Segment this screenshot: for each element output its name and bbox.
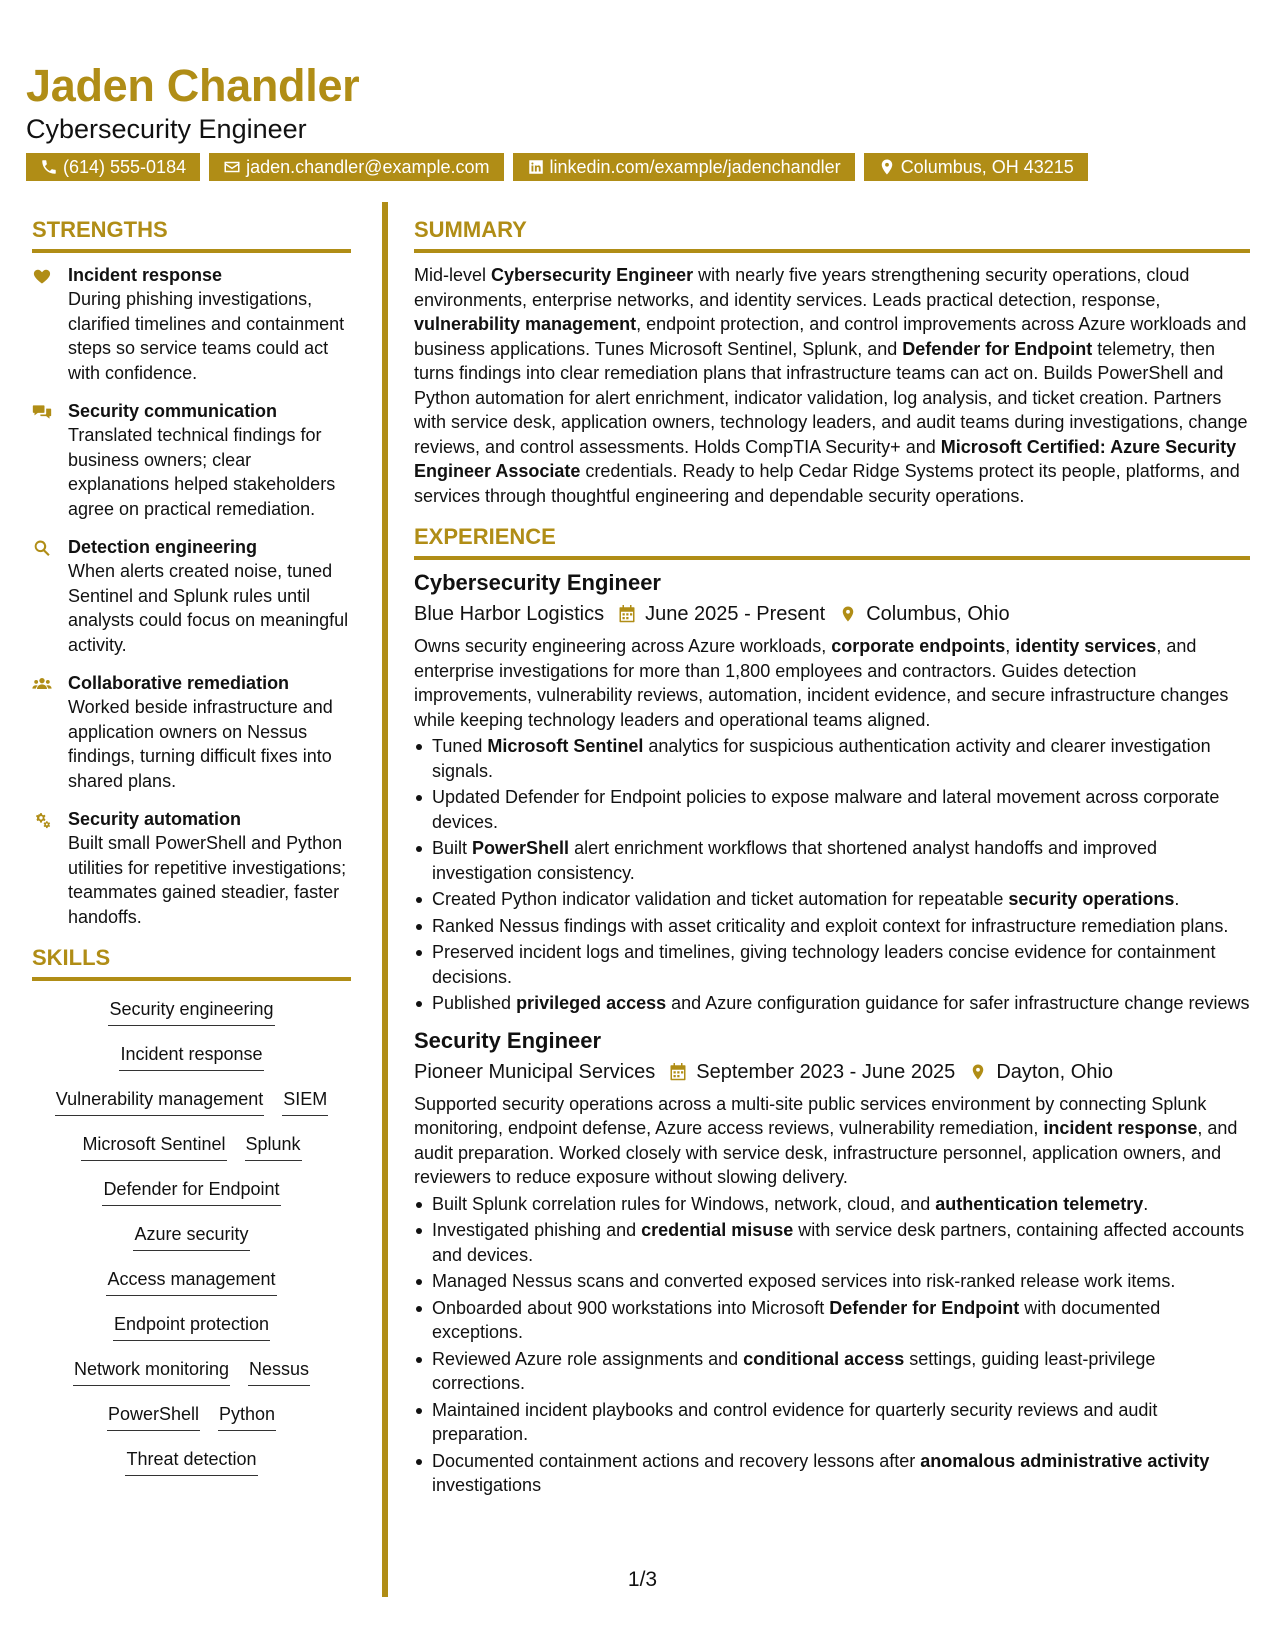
strength-title: Security automation xyxy=(68,809,242,829)
job-title: Security Engineer xyxy=(414,1027,602,1053)
gears-icon xyxy=(32,810,52,830)
page-number: 1/3 xyxy=(627,1568,658,1591)
skills-list xyxy=(32,997,351,1492)
strength-desc: During phishing investigations, clarified timelines and containment steps so service teams could act with confidence. xyxy=(68,289,345,383)
bold-text: authentication telemetry xyxy=(935,1193,1144,1214)
job-dates: September 2023 - June 2025 xyxy=(696,1060,956,1083)
chat-bubbles-icon xyxy=(32,402,52,422)
skill-tag: Access management xyxy=(106,1267,276,1296)
strengths-list xyxy=(32,263,351,929)
job-meta xyxy=(414,1058,1250,1086)
strength-title: Detection engineering xyxy=(68,537,258,557)
strengths-heading: STRENGTHS xyxy=(32,215,351,253)
skill-tag: Security engineering xyxy=(108,997,274,1026)
bullet-item xyxy=(414,734,1250,783)
text-run: credentials. Ready to help Cedar Ridge Systems protect its people, platforms, and services through thoughtful engineering and dependable security operations. xyxy=(414,461,1240,506)
strength-item xyxy=(32,399,351,521)
contact-linkedin[interactable] xyxy=(513,153,855,181)
calendar-icon xyxy=(669,1062,687,1082)
linkedin-icon xyxy=(527,158,545,176)
phone-icon xyxy=(40,158,58,176)
text-run: Built xyxy=(432,838,473,858)
skill-row xyxy=(73,1357,310,1402)
bullet-item xyxy=(414,1347,1250,1396)
strength-desc: Built small PowerShell and Python utilities for repetitive investigations; teammates gained steadier, faster handoffs. xyxy=(68,833,347,927)
job-entry xyxy=(414,1026,1250,1498)
magnifier-icon xyxy=(32,538,52,558)
job-location: Columbus, Ohio xyxy=(866,603,1010,625)
bullet-item xyxy=(414,887,1250,912)
text-run: telemetry, then turns findings into clear remediation plans that infrastructure teams can act on. Builds PowerShell and Python automation for alert enrichment, indicator validation, log analysis, and ticket creation. Partners with service desk, application owners, technology leaders, and audit teams during investigations, change reviews, and control assessments. Holds CompTIA Security+ and xyxy=(414,338,1248,457)
text-run: Built Splunk correlation rules for Windows, network, cloud, and xyxy=(432,1193,936,1214)
bold-text: vulnerability management xyxy=(414,314,637,334)
bold-text: Microsoft Certified: Azure Security Engineer Associate xyxy=(414,436,1237,481)
text-run: Maintained incident playbooks and control evidence for quarterly security reviews and audit preparation. xyxy=(432,1399,1158,1444)
text-run: Created Python indicator validation and ticket automation for repeatable xyxy=(432,889,1009,909)
left-column xyxy=(32,215,351,1492)
bold-text: Microsoft Sentinel xyxy=(487,736,644,756)
strength-item xyxy=(32,263,351,385)
skill-tag: Python xyxy=(218,1402,276,1431)
skill-tag: Microsoft Sentinel xyxy=(81,1132,226,1161)
text-run: Investigated phishing and xyxy=(432,1220,642,1240)
map-pin-icon xyxy=(878,158,896,176)
skill-row xyxy=(108,997,274,1042)
bold-text: Defender for Endpoint xyxy=(829,1297,1020,1318)
text-run: Documented containment actions and recovery lessons after xyxy=(432,1450,921,1471)
skill-tag: Nessus xyxy=(248,1357,310,1386)
job-description xyxy=(414,634,1250,732)
strength-title: Incident response xyxy=(68,265,223,285)
contact-location[interactable] xyxy=(864,153,1088,181)
bullet-item xyxy=(414,1192,1250,1217)
text-run: , and audit preparation. Worked closely with service desk, infrastructure personnel, application owners, and reviewers to reduce exposure without slowing delivery. xyxy=(414,1118,1238,1187)
calendar-icon xyxy=(618,604,636,624)
text-run: Mid-level xyxy=(414,265,492,285)
strength-title: Collaborative remediation xyxy=(68,673,290,693)
linkedin-text: linkedin.com/example/jadenchandler xyxy=(549,156,841,177)
skill-tag: Vulnerability management xyxy=(55,1087,264,1116)
bullet-item xyxy=(414,785,1250,834)
bullet-item xyxy=(414,914,1250,939)
skill-tag: Endpoint protection xyxy=(113,1312,270,1341)
skill-row xyxy=(81,1132,301,1177)
text-run: Managed Nessus scans and converted exposed services into risk-ranked release work items. xyxy=(432,1271,1176,1291)
strength-desc: Translated technical findings for business owners; clear explanations helped stakeholders agree on practical remediation. xyxy=(68,425,336,519)
text-run: Onboarded about 900 workstations into Microsoft xyxy=(432,1297,830,1318)
phone-text: (614) 555-0184 xyxy=(63,156,187,177)
bold-text: incident response xyxy=(1043,1118,1198,1138)
skill-tag: Incident response xyxy=(119,1042,263,1071)
bullet-item xyxy=(414,1296,1250,1345)
strength-item xyxy=(32,671,351,793)
skill-row xyxy=(55,1087,328,1132)
text-run: Published xyxy=(432,993,517,1013)
bullet-item xyxy=(414,836,1250,885)
strength-title: Security communication xyxy=(68,401,278,421)
contact-bar xyxy=(26,153,1246,181)
skill-row xyxy=(102,1177,280,1222)
job-title: Cybersecurity Engineer xyxy=(414,570,661,595)
bullet-item xyxy=(414,940,1250,989)
candidate-name: Jaden Chandler xyxy=(26,60,360,111)
job-company: Blue Harbor Logistics xyxy=(414,603,605,625)
heart-icon xyxy=(32,266,52,286)
right-column xyxy=(414,215,1250,1500)
bold-text: anomalous administrative activity xyxy=(920,1450,1210,1471)
candidate-role: Cybersecurity Engineer xyxy=(26,114,307,144)
skill-tag: PowerShell xyxy=(107,1402,200,1431)
map-pin-icon xyxy=(969,1062,987,1082)
text-run: Ranked Nessus findings with asset criticality and exploit context for infrastructure remediation plans. xyxy=(432,915,1229,936)
bullet-item xyxy=(414,1398,1250,1447)
text-run: investigations xyxy=(432,1475,542,1495)
text-run: Supported security operations across a multi-site public services environment by connecting Splunk monitoring, endpoint defense, Azure access reviews, vulnerability remediation, xyxy=(414,1093,1207,1138)
bold-text: corporate endpoints xyxy=(831,636,1006,656)
job-dates: June 2025 - Present xyxy=(645,603,826,625)
bullet-item xyxy=(414,1218,1250,1267)
strength-desc: Worked beside infrastructure and application owners on Nessus findings, turning difficult fixes into shared plans. xyxy=(68,697,333,791)
text-run: and Azure configuration guidance for safer infrastructure change reviews xyxy=(666,993,1250,1013)
column-divider xyxy=(382,202,388,1597)
strength-desc: When alerts created noise, tuned Sentinel and Splunk rules until analysts could focus on meaningful activity. xyxy=(68,561,349,655)
text-run: . xyxy=(1143,1193,1149,1214)
text-run: alert enrichment workflows that shortened analyst handoffs and improved investigation consistency. xyxy=(432,838,1158,883)
skill-tag: Splunk xyxy=(245,1132,302,1161)
text-run: , endpoint protection, and control improvements across Azure workloads and business applications. Tunes Microsoft Sentinel, Splunk, and xyxy=(414,314,1247,359)
text-run: with nearly five years strengthening security operations, cloud environments, enterprise networks, and identity services. Leads practical detection, response, xyxy=(414,265,1190,310)
skill-tag: Defender for Endpoint xyxy=(102,1177,280,1206)
bullet-item xyxy=(414,1269,1250,1294)
skills-heading: SKILLS xyxy=(32,943,351,981)
text-run: with service desk partners, containing affected accounts and devices. xyxy=(432,1220,1245,1265)
text-run: , xyxy=(1005,636,1016,656)
contact-phone[interactable] xyxy=(26,153,200,181)
text-run: Owns security engineering across Azure workloads, xyxy=(414,636,832,656)
bold-text: PowerShell xyxy=(472,838,570,858)
summary-heading: SUMMARY xyxy=(414,215,1250,253)
skill-row xyxy=(106,1267,276,1312)
text-run: Tuned xyxy=(432,736,488,756)
bold-text: privileged access xyxy=(516,993,667,1013)
map-pin-icon xyxy=(839,604,857,624)
bold-text: conditional access xyxy=(743,1348,905,1369)
bold-text: security operations xyxy=(1008,889,1175,909)
text-run: with documented exceptions. xyxy=(432,1297,1161,1342)
envelope-icon xyxy=(223,158,241,176)
job-description xyxy=(414,1092,1250,1190)
text-run: settings, guiding least-privilege corrections. xyxy=(432,1348,1156,1393)
skill-tag: Azure security xyxy=(133,1222,249,1251)
users-icon xyxy=(32,674,52,694)
text-run: analytics for suspicious authentication activity and clearer investigation signals. xyxy=(432,736,1211,781)
bold-text: Cybersecurity Engineer xyxy=(491,265,694,285)
text-run: . xyxy=(1174,889,1180,909)
text-run: , and enterprise investigations for more than 1,800 employees and contractors. Guides detection improvements, vulnerability reviews, automation, incident evidence, and secure infrastructure changes while keeping technology leaders and operational teams aligned. xyxy=(414,636,1229,730)
skill-row xyxy=(107,1402,276,1447)
text-run: Updated Defender for Endpoint policies to expose malware and lateral movement across corporate devices. xyxy=(432,787,1220,832)
summary-text xyxy=(414,263,1250,508)
job-location: Dayton, Ohio xyxy=(996,1060,1114,1083)
bold-text: Defender for Endpoint xyxy=(902,338,1093,359)
contact-email[interactable] xyxy=(209,153,503,181)
skill-tag: SIEM xyxy=(282,1087,328,1116)
job-bullets xyxy=(414,734,1250,1016)
skill-row xyxy=(125,1447,257,1492)
strength-item xyxy=(32,807,351,929)
location-text: Columbus, OH 43215 xyxy=(900,156,1074,177)
bold-text: identity services xyxy=(1015,636,1157,656)
resume-header xyxy=(26,60,1246,181)
job-company: Pioneer Municipal Services xyxy=(414,1060,656,1083)
text-run: Reviewed Azure role assignments and xyxy=(432,1348,744,1369)
bullet-item xyxy=(414,991,1250,1016)
strength-item xyxy=(32,535,351,657)
skill-tag: Threat detection xyxy=(125,1447,257,1476)
skill-row xyxy=(133,1222,249,1267)
skill-row xyxy=(119,1042,263,1087)
skill-tag: Network monitoring xyxy=(73,1357,230,1386)
job-bullets xyxy=(414,1192,1250,1498)
bold-text: credential misuse xyxy=(641,1220,794,1240)
job-entry xyxy=(414,568,1250,1016)
email-text: jaden.chandler@example.com xyxy=(246,156,490,177)
bullet-item xyxy=(414,1449,1250,1498)
text-run: Preserved incident logs and timelines, giving technology leaders concise evidence for containment decisions. xyxy=(432,942,1216,987)
experience-heading: EXPERIENCE xyxy=(414,522,1250,560)
job-meta xyxy=(414,600,1250,628)
skill-row xyxy=(113,1312,270,1357)
